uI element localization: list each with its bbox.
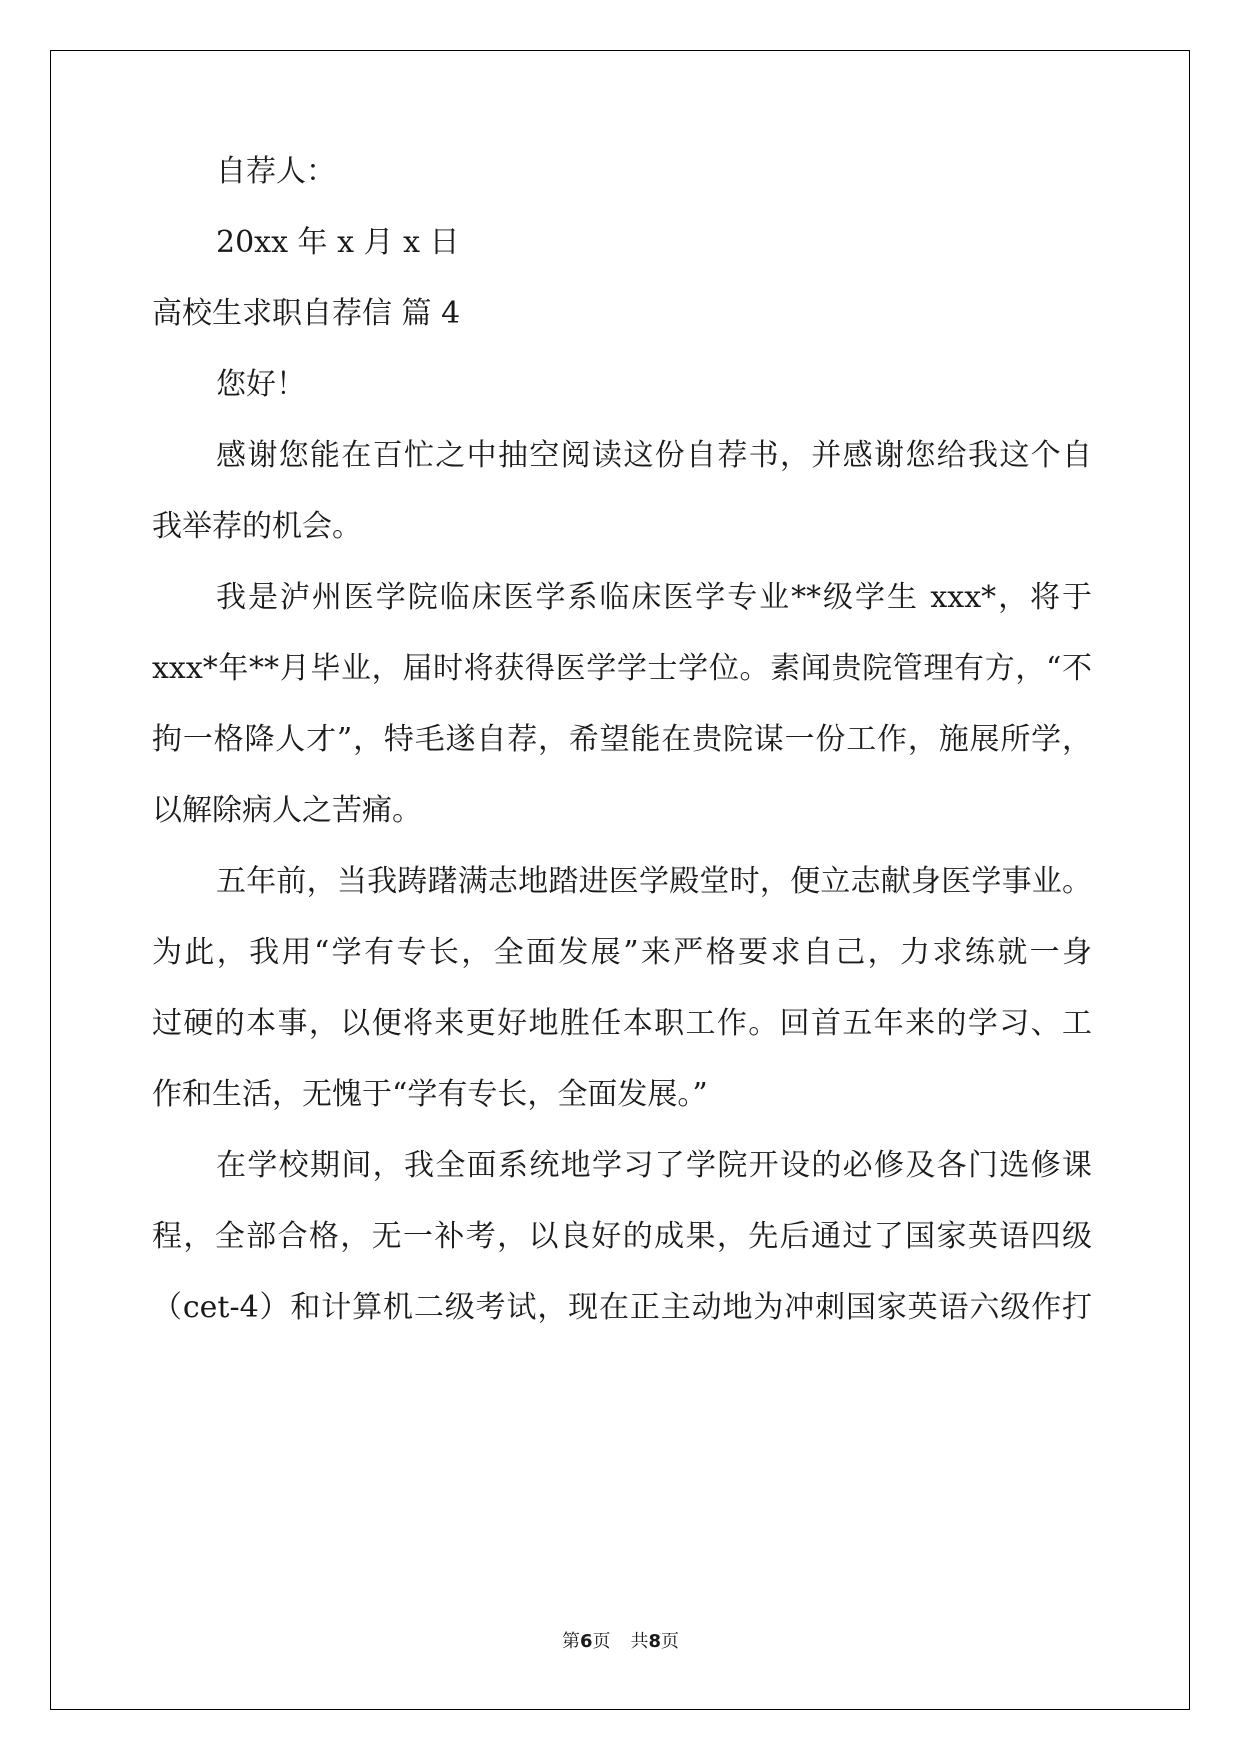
section-heading: 高校生求职自荐信 篇 4 xyxy=(152,296,461,331)
current-page-number: 6 xyxy=(579,1631,593,1652)
greeting: 您好！ xyxy=(216,367,306,402)
page-suffix: 页 xyxy=(592,1631,611,1652)
paragraph-line: 过硬的本事，以便将来更好地胜任本职工作。回首五年来的学习、工 xyxy=(152,1006,1092,1041)
page-prefix: 第 xyxy=(561,1631,580,1652)
paragraph-line: 我举荐的机会。 xyxy=(152,509,362,544)
paragraph-line: 感谢您能在百忙之中抽空阅读这份自荐书，并感谢您给我这个自 xyxy=(216,438,1092,473)
paragraph-line: 拘一格降人才”，特毛遂自荐，希望能在贵院谋一份工作，施展所学， xyxy=(152,722,1092,757)
paragraph-line: （cet-4）和计算机二级考试，现在正主动地为冲刺国家英语六级作打 xyxy=(152,1290,1092,1325)
total-prefix: 共 xyxy=(630,1631,649,1652)
paragraph-line: 程，全部合格，无一补考，以良好的成果，先后通过了国家英语四级 xyxy=(152,1219,1092,1254)
paragraph-line: 在学校期间，我全面系统地学习了学院开设的必修及各门选修课 xyxy=(216,1148,1092,1183)
paragraph-line: 我是泸州医学院临床医学系临床医学专业**级学生 xxx*，将于 xyxy=(216,580,1092,615)
total-pages-number: 8 xyxy=(648,1631,662,1652)
paragraph-line: 作和生活，无愧于“学有专长，全面发展。” xyxy=(152,1077,708,1112)
page-footer xyxy=(0,1630,1241,1654)
paragraph-line: 五年前，当我踌躇满志地踏进医学殿堂时，便立志献身医学事业。 xyxy=(216,864,1092,899)
date-line: 20xx 年 x 月 x 日 xyxy=(216,225,460,260)
total-suffix: 页 xyxy=(661,1631,680,1652)
paragraph-line: xxx*年**月毕业，届时将获得医学学士学位。素闻贵院管理有方，“不 xyxy=(152,651,1092,686)
paragraph-line: 为此，我用“学有专长，全面发展”来严格要求自己，力求练就一身 xyxy=(152,935,1092,970)
signature-label: 自荐人： xyxy=(216,154,336,189)
paragraph-line: 以解除病人之苦痛。 xyxy=(152,793,422,828)
